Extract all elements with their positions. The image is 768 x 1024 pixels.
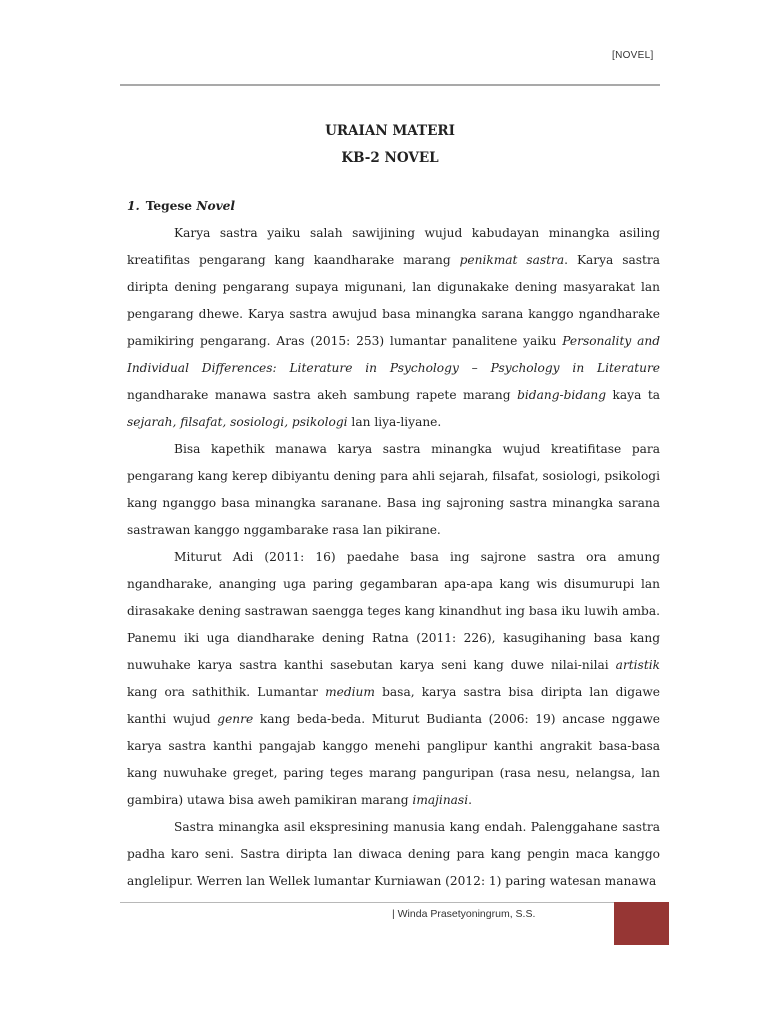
text-run: kang beda-beda. Miturut Budianta (2006: 19) ancase nggawe karya sastra kanthi pangajab kanggo menehi panglipur kanthi angrakit basa-basa kang nuwuhake greget, paring teges marang panguripan (rasa nesu, nelangsa, lan gambira) utawa bisa aweh pamikiran marang xyxy=(127,712,660,807)
text-run: kaya ta xyxy=(606,388,660,402)
section-number: 1. xyxy=(127,199,140,213)
footer-accent-box xyxy=(614,902,669,945)
text-run: . Karya sastra diripta dening pengarang supaya migunani, lan digunakake dening masyarakat lan pengarang dhewe. Karya sastra awujud basa minangka sarana kanggo ngandharake pamikiring pengarang. Aras (2015: 253) lumantar panalitene yaiku xyxy=(127,253,660,348)
paragraphs xyxy=(127,220,660,895)
page-title: URAIAN MATERI xyxy=(325,123,455,139)
italic-text-run: Personality and Individual Differences: Literature in Psychology – Psychology in Literature xyxy=(127,334,660,375)
text-run: basa, karya sastra bisa diripta lan digawe kanthi wujud xyxy=(127,685,660,726)
text-run: Karya sastra yaiku salah sawijining wujud kabudayan minangka asiling kreatifitas pengarang kang kaandharake marang xyxy=(127,226,660,267)
text-run: ngandharake manawa sastra akeh sambung rapete marang xyxy=(127,388,518,402)
title-block xyxy=(120,118,660,172)
body-paragraph xyxy=(127,436,660,544)
section-label-italic: Novel xyxy=(196,199,236,213)
header-section-tag: [NOVEL] xyxy=(612,50,654,61)
footer-divider xyxy=(120,902,614,903)
italic-text-run: imajinasi xyxy=(412,793,469,807)
document-body xyxy=(127,193,660,895)
italic-text-run: medium xyxy=(325,685,375,699)
body-paragraph xyxy=(127,814,660,895)
italic-text-run: genre xyxy=(217,712,254,726)
body-paragraph xyxy=(127,544,660,814)
text-run: Sastra minangka asil ekspresining manusia kang endah. Palenggahane sastra padha karo seni. Sastra diripta lan diwaca dening para kang pengin maca kanggo anglelipur. Werren lan Wellek lumantar Kurniawan (2012: 1) paring watesan manawa xyxy=(127,820,660,888)
text-run: kang ora sathithik. Lumantar xyxy=(127,685,326,699)
text-run: lan liya-liyane. xyxy=(347,415,442,429)
section-heading xyxy=(127,193,660,220)
body-paragraph xyxy=(127,220,660,436)
section-label: Tegese xyxy=(145,199,193,213)
text-run: . xyxy=(468,793,472,807)
footer-author: | Winda Prasetyoningrum, S.S. xyxy=(392,908,536,920)
italic-text-run: sejarah, filsafat, sosiologi, psikologi xyxy=(127,415,348,429)
italic-text-run: penikmat sastra xyxy=(459,253,565,267)
italic-text-run: artistik xyxy=(615,658,660,672)
header-divider xyxy=(120,84,660,86)
italic-text-run: bidang-bidang xyxy=(517,388,607,402)
text-run: Miturut Adi (2011: 16) paedahe basa ing sajrone sastra ora amung ngandharake, ananging uga paring gegambaran apa-apa kang wis disumurupi lan dirasakake dening sastrawan saengga teges kang kinandhut ing basa iku luwih amba. Panemu iki uga diandharake dening Ratna (2011: 226), kasugihaning basa kang nuwuhake karya sastra kanthi sasebutan karya seni kang duwe nilai-nilai xyxy=(127,550,660,672)
page-subtitle: KB-2 NOVEL xyxy=(341,150,439,166)
text-run: Bisa kapethik manawa karya sastra minangka wujud kreatifitase para pengarang kang kerep dibiyantu dening para ahli sejarah, filsafat, sosiologi, psikologi kang nganggo basa minangka saranane. Basa ing sajroning sastra minangka sarana sastrawan kanggo nggambarake rasa lan pikirane. xyxy=(127,442,660,537)
